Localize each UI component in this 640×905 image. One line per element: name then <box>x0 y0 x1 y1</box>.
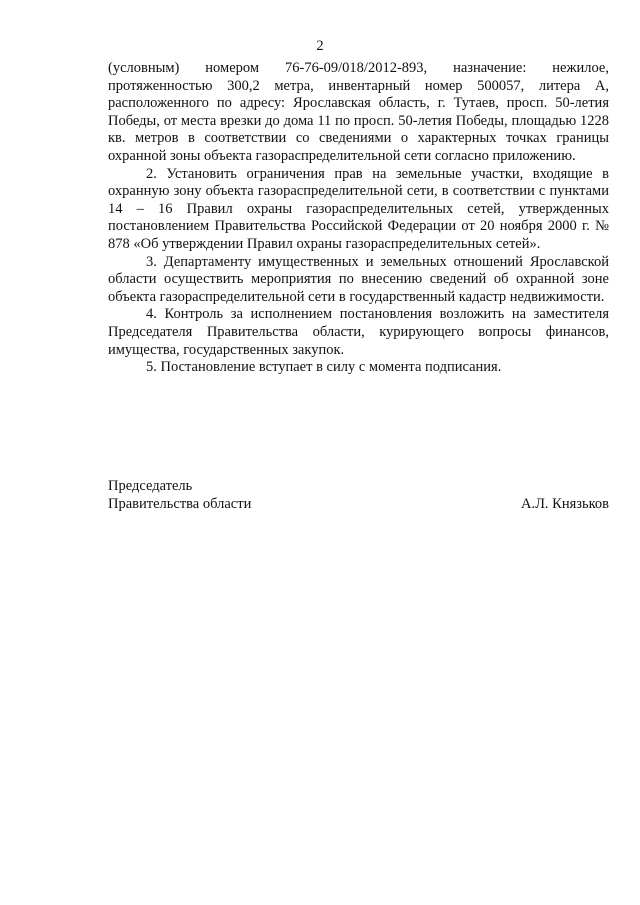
paragraph-item-2: 2. Установить ограничения прав на земельные участки, входящие в охранную зону объекта газораспределительной сети, в соответствии с пунктами 14 – 16 Правил охраны газораспределительных сетей, утвержденных постановлением Правительства Российской Федерации от 20 ноября 2000 г. № 878 «Об утверждении Правил охраны газораспределительных сетей». <box>108 165 609 252</box>
paragraph-item-3: 3. Департаменту имущественных и земельных отношений Ярославской области осуществить мероприятия по внесению сведений об охранной зоне объекта газораспределительной сети в государственный кадастр недвижимости. <box>108 253 609 305</box>
paragraph-item-5: 5. Постановление вступает в силу с момента подписания. <box>146 359 502 376</box>
signature-line <box>108 496 609 514</box>
paragraph-item-4: 4. Контроль за исполнением постановления возложить на заместителя Председателя Правительства области, курирующего вопросы финансов, имущества, государственных закупок. <box>108 306 609 358</box>
signatory-title-line1: Председатель <box>108 478 193 494</box>
signatory-name: А.Л. Князьков <box>520 495 609 512</box>
page-number: 2 <box>316 38 324 54</box>
document-body <box>108 60 609 377</box>
paragraph-continuation: (условным) номером 76-76-09/018/2012-893, назначение: нежилое, протяженностью 300,2 метра, инвентарный номер 500057, литера А, расположенного по адресу: Ярославская область, г. Тутаев, просп. 50-летия Победы, от места врезки до дома 11 по просп. 50-летия Победы, площадью 1228 кв. метров в соответствии со сведениями о характерных точках границы охранной зоны объекта газораспределительной сети согласно приложению. <box>108 60 609 164</box>
signature-block <box>108 478 609 513</box>
signatory-title-line2: Правительства области <box>108 495 252 512</box>
